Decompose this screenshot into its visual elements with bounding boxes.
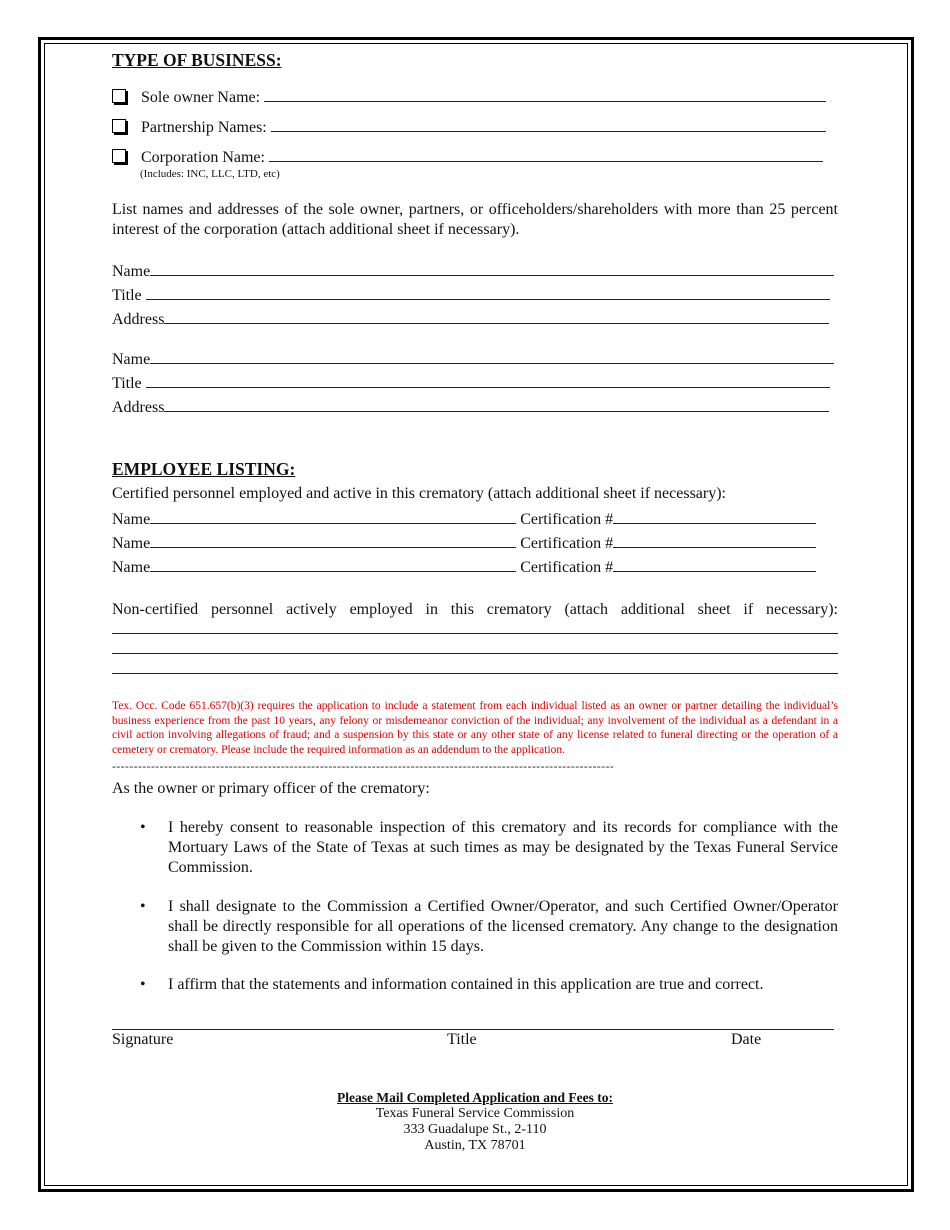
owner-address-label: Address [112,399,165,416]
owner-2-title-field[interactable] [146,372,830,388]
certified-employee-1-name-field[interactable] [150,508,516,524]
affirmation-item-3 [112,975,838,995]
sole-owner-row [112,86,826,108]
bullet-icon: • [140,976,146,993]
owner-title-label: Title [112,375,142,392]
noncertified-lines [112,658,838,674]
type-of-business-heading: TYPE OF BUSINESS: [112,50,282,70]
employee-listing-heading: EMPLOYEE LISTING: [112,459,296,479]
date-label: Date [731,1031,762,1048]
certified-instruction: Certified personnel employed and active in this crematory (attach additional sheet if necessary): [112,485,726,502]
mailing-city: Austin, TX 78701 [424,1138,526,1153]
mailing-heading: Please Mail Completed Application and Fees to: [337,1090,613,1105]
dashed-separator: -------------------------------------------------------------------------------------------------------------------- [112,761,615,773]
noncertified-lines [112,638,838,654]
certified-employee-3-name-field[interactable] [150,556,516,572]
certification-label: Certification # [520,511,614,528]
certified-employee-2-cert-field[interactable] [613,532,816,548]
affirmation-text-3: I affirm that the statements and information contained in this application are true and correct. [168,976,764,993]
owner-1-address-row [112,308,829,330]
corporation-label: Corporation Name: [141,149,265,166]
legal-notice: Tex. Occ. Code 651.657(b)(3) requires the application to include a statement from each individual listed as an owner or partner detailing the individual’s business experience from the past 10 years, any felony or misdemeanor conviction of the individual; any involvement of the individual as a defendant in a civil action involving allegations of fraud; and a suspension by this state or any other state of any license related to funeral directing or the operation of a cemetery or crematory. Please include the required information as an addendum to the application. [112,700,838,756]
sole-owner-label: Sole owner Name: [141,89,261,106]
partnership-checkbox[interactable] [112,119,126,133]
certified-employee-1-cert-field[interactable] [613,508,816,524]
affirmation-intro: As the owner or primary officer of the crematory: [112,780,430,797]
mailing-street: 333 Guadalupe St., 2-110 [403,1122,547,1137]
ownership-instruction: List names and addresses of the sole owner, partners, or officeholders/shareholders with more than 25 percent interest of the corporation (attach additional sheet if necessary). [112,201,838,238]
sole-owner-checkbox[interactable] [112,89,126,103]
noncertified-line-field[interactable] [112,618,838,634]
employee-name-label: Name [112,511,151,528]
owner-2-address-row [112,396,829,418]
owner-1-title-field[interactable] [146,284,830,300]
owner-1-address-field[interactable] [164,308,829,324]
certified-employee-3-cert-field[interactable] [613,556,816,572]
bullet-icon: • [140,819,146,836]
affirmation-text-1: I hereby consent to reasonable inspection of this crematory and its records for compliance with the Mortuary Laws of the State of Texas at such times as may be designated by the Texas Funeral Service Commission. [168,819,838,876]
owner-1-title-row [112,284,830,306]
mailing-org: Texas Funeral Service Commission [375,1106,575,1121]
certification-label: Certification # [520,535,614,552]
owner-2-address-field[interactable] [164,396,829,412]
owner-2-name-field[interactable] [150,348,834,364]
signature-field[interactable] [112,1014,834,1030]
owner-2-title-row [112,372,830,394]
partnership-row [112,116,826,138]
corporation-note: (Includes: INC, LLC, LTD, etc) [140,168,280,180]
noncertified-line-field[interactable] [112,638,838,654]
mailing-block [112,1090,838,1154]
owner-1-name-field[interactable] [150,260,834,276]
affirmation-text-2: I shall designate to the Commission a Certified Owner/Operator, and such Certified Owner/Operator shall be directly responsible for all operations of the licensed crematory. Any change to the designation shall be given to the Commission within 15 days. [168,898,838,955]
title-label: Title [447,1031,477,1048]
certified-employee-2-name-field[interactable] [150,532,516,548]
certified-row [112,508,816,530]
employee-name-label: Name [112,559,151,576]
noncertified-line-field[interactable] [112,658,838,674]
sole-owner-name-field[interactable] [264,86,826,102]
affirmation-item-2 [112,897,838,957]
owner-address-label: Address [112,311,165,328]
certification-label: Certification # [520,559,614,576]
owner-2-name-row [112,348,834,370]
owner-name-label: Name [112,351,151,368]
certified-row [112,556,816,578]
partnership-label: Partnership Names: [141,119,267,136]
partnership-names-field[interactable] [271,116,826,132]
bullet-icon: • [140,898,146,915]
owner-name-label: Name [112,263,151,280]
noncertified-lines [112,618,838,634]
employee-name-label: Name [112,535,151,552]
noncertified-instruction: Non-certified personnel actively employed in this crematory (attach additional sheet if necessary): [112,601,838,618]
corporation-name-field[interactable] [269,146,823,162]
owner-title-label: Title [112,287,142,304]
owner-1-name-row [112,260,834,282]
signature-line [112,1014,834,1030]
affirmation-item-1 [112,818,838,878]
corporation-checkbox[interactable] [112,149,126,163]
certified-row [112,532,816,554]
signature-label: Signature [112,1031,174,1048]
